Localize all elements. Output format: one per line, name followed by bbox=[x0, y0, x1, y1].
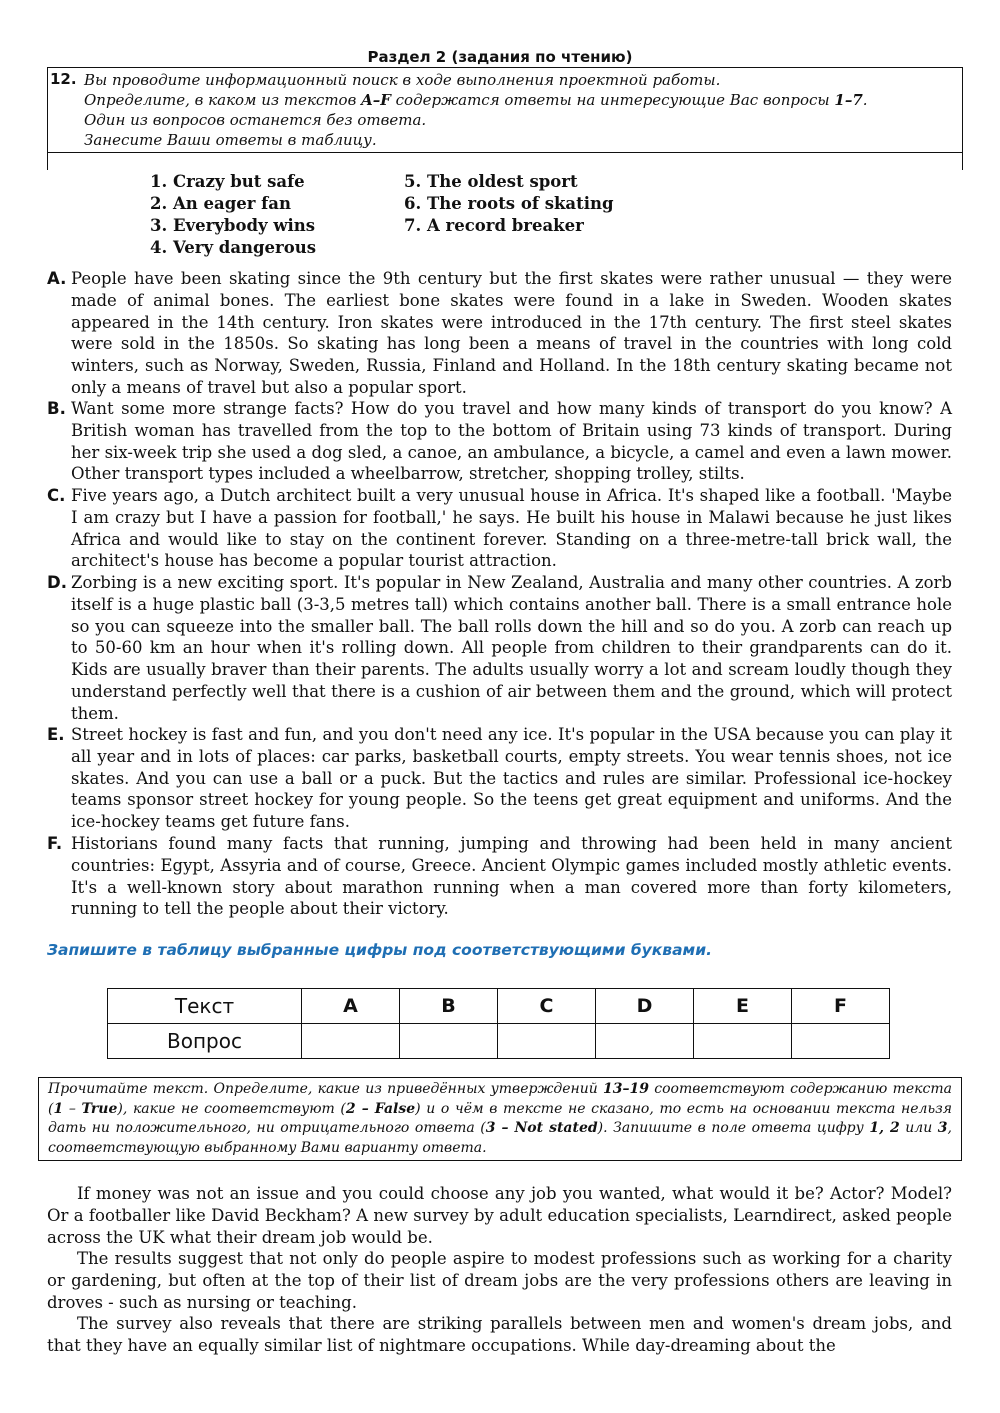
column-header: D bbox=[596, 989, 694, 1024]
task-box bbox=[47, 67, 963, 170]
text-letter: F. bbox=[47, 834, 63, 853]
article-paragraph-1: If money was not an issue and you could choose any job you wanted, what would it be? Actor? Model? Or a footballer like David Beckham? A new survey by adult education specialists, Learndirect, asked people across the UK what their dream job would be. bbox=[47, 1184, 952, 1247]
column-header: C bbox=[498, 989, 596, 1024]
divider bbox=[48, 152, 962, 153]
answer-cell-b[interactable] bbox=[400, 1024, 498, 1059]
row-label-text: Текст bbox=[108, 989, 302, 1024]
article-paragraph-2: The results suggest that not only do people aspire to modest professions such as working for a charity or gardening, but often at the top of their list of dream jobs are the very professions others are leaving in droves - such as nursing or teaching. bbox=[47, 1249, 952, 1312]
text-body: Zorbing is a new exciting sport. It's popular in New Zealand, Australia and many other countries. A zorb itself is a huge plastic ball (3-3,5 metres tall) which contains another ball. There is a small entrance hole so you can squeeze into the smaller ball. The ball rolls down the hill and so do you. A zorb can reach up to 50-60 km an hour when it's rolling down. All people from children to their grandparents can do it. Kids are usually braver than their parents. The adults usually worry a lot and scream loudly though they understand perfectly well that there is a cushion of air between them and the ground, which will protect them. bbox=[71, 573, 952, 723]
question-item: 2. An eager fan bbox=[150, 194, 291, 213]
text-letter: E. bbox=[47, 725, 65, 744]
answer-cell-c[interactable] bbox=[498, 1024, 596, 1059]
question-list-left bbox=[150, 171, 316, 259]
answer-table bbox=[107, 988, 890, 1059]
task-number: 12. bbox=[50, 70, 77, 88]
text-block-c bbox=[47, 485, 952, 572]
text-letter: D. bbox=[47, 573, 67, 592]
article-paragraph-3: The survey also reveals that there are striking parallels between men and women's dream jobs, and that they have an equally similar list of nightmare occupations. While day-dreaming about the bbox=[47, 1314, 952, 1355]
question-item: 3. Everybody wins bbox=[150, 216, 316, 235]
text-letter: B. bbox=[47, 399, 66, 418]
question-list-right bbox=[404, 171, 614, 237]
text-block-f bbox=[47, 833, 952, 920]
text-letter: C. bbox=[47, 486, 66, 505]
text-body: Historians found many facts that running, jumping and throwing had been held in many ancient countries: Egypt, Assyria and of course, Greece. Ancient Olympic games included mostly athletic events. It's a well-known story about marathon running when a man covered more than forty kilometers, running to tell the people about their victory. bbox=[71, 834, 952, 919]
column-header: F bbox=[792, 989, 890, 1024]
column-header: E bbox=[694, 989, 792, 1024]
task-line-1: Вы проводите информационный поиск в ходе выполнения проектной работы. bbox=[84, 71, 721, 89]
text-block-b bbox=[47, 398, 952, 485]
answer-cell-f[interactable] bbox=[792, 1024, 890, 1059]
table-row bbox=[108, 1024, 890, 1059]
true-false-instruction: Прочитайте текст. Определите, какие из приведённых утверждений 13–19 соответствуют содержанию текста (1 – True), какие не соответствуют (2 – False) и о чём в тексте не сказано, то есть на основании текста нельзя дать ни положительного, ни отрицательного ответа (3 – Not stated). Запишите в поле ответа цифру 1, 2 или 3, соответствующую выбранному Вами варианту ответа. bbox=[38, 1077, 962, 1161]
text-body: Want some more strange facts? How do you travel and how many kinds of transport do you know? A British woman has travelled from the top to the bottom of Britain using 73 kinds of transport. During her six-week trip she used a dog sled, a canoe, an ambulance, a bicycle, a camel and even a lawn mower. Other transport types included a wheelbarrow, stretcher, shopping trolley, stilts. bbox=[71, 399, 952, 484]
task-line-3: Один из вопросов останется без ответа. bbox=[84, 111, 427, 129]
task-line-4: Занесите Ваши ответы в таблицу. bbox=[84, 131, 377, 149]
answer-cell-e[interactable] bbox=[694, 1024, 792, 1059]
text-body: Five years ago, a Dutch architect built a very unusual house in Africa. It's shaped like a football. 'Maybe I am crazy but I have a passion for football,' he says. He built his house in Malawi because he just likes Africa and would like to stay on the continent forever. Standing on a three-metre-tall brick wall, the architect's house has become a popular tourist attraction. bbox=[71, 486, 952, 571]
table-instruction: Запишите в таблицу выбранные цифры под соответствующими буквами. bbox=[47, 941, 712, 959]
row-label-question: Вопрос bbox=[108, 1024, 302, 1059]
column-header: A bbox=[302, 989, 400, 1024]
text-block-d bbox=[47, 572, 952, 725]
question-item: 1. Crazy but safe bbox=[150, 172, 305, 191]
text-block-a bbox=[47, 268, 952, 399]
question-item: 5. The oldest sport bbox=[404, 172, 578, 191]
text-block-e bbox=[47, 724, 952, 833]
answer-cell-a[interactable] bbox=[302, 1024, 400, 1059]
text-body: Street hockey is fast and fun, and you don't need any ice. It's popular in the USA because you can play it all year and in lots of places: car parks, basketball courts, empty streets. You wear tennis shoes, not ice skates. And you can use a ball or a puck. But the tactics and rules are similar. Professional ice-hockey teams sponsor street hockey for young people. So the teens get great equipment and uniforms. And the ice-hockey teams get future fans. bbox=[71, 725, 952, 832]
question-item: 7. A record breaker bbox=[404, 216, 584, 235]
question-item: 4. Very dangerous bbox=[150, 238, 317, 257]
text-body: People have been skating since the 9th century but the first skates were rather unusual — they were made of animal bones. The earliest bone skates were found in a lake in Sweden. Wooden skates appeared in the 14th century. Iron skates were introduced in the 17th century. The first steel skates were sold in the 1850s. So skating has long been a means of travel in the countries with long cold winters, such as Norway, Sweden, Russia, Finland and Holland. In the 18th century skating became not only a means of travel but also a popular sport. bbox=[71, 269, 952, 397]
text-letter: A. bbox=[47, 269, 67, 288]
answer-cell-d[interactable] bbox=[596, 1024, 694, 1059]
table-row bbox=[108, 989, 890, 1024]
task-line-2: Определите, в каком из текстов A–F содержатся ответы на интересующие Вас вопросы 1–7. bbox=[84, 91, 868, 109]
question-item: 6. The roots of skating bbox=[404, 194, 614, 213]
column-header: B bbox=[400, 989, 498, 1024]
section-title: Раздел 2 (задания по чтению) bbox=[367, 48, 633, 66]
